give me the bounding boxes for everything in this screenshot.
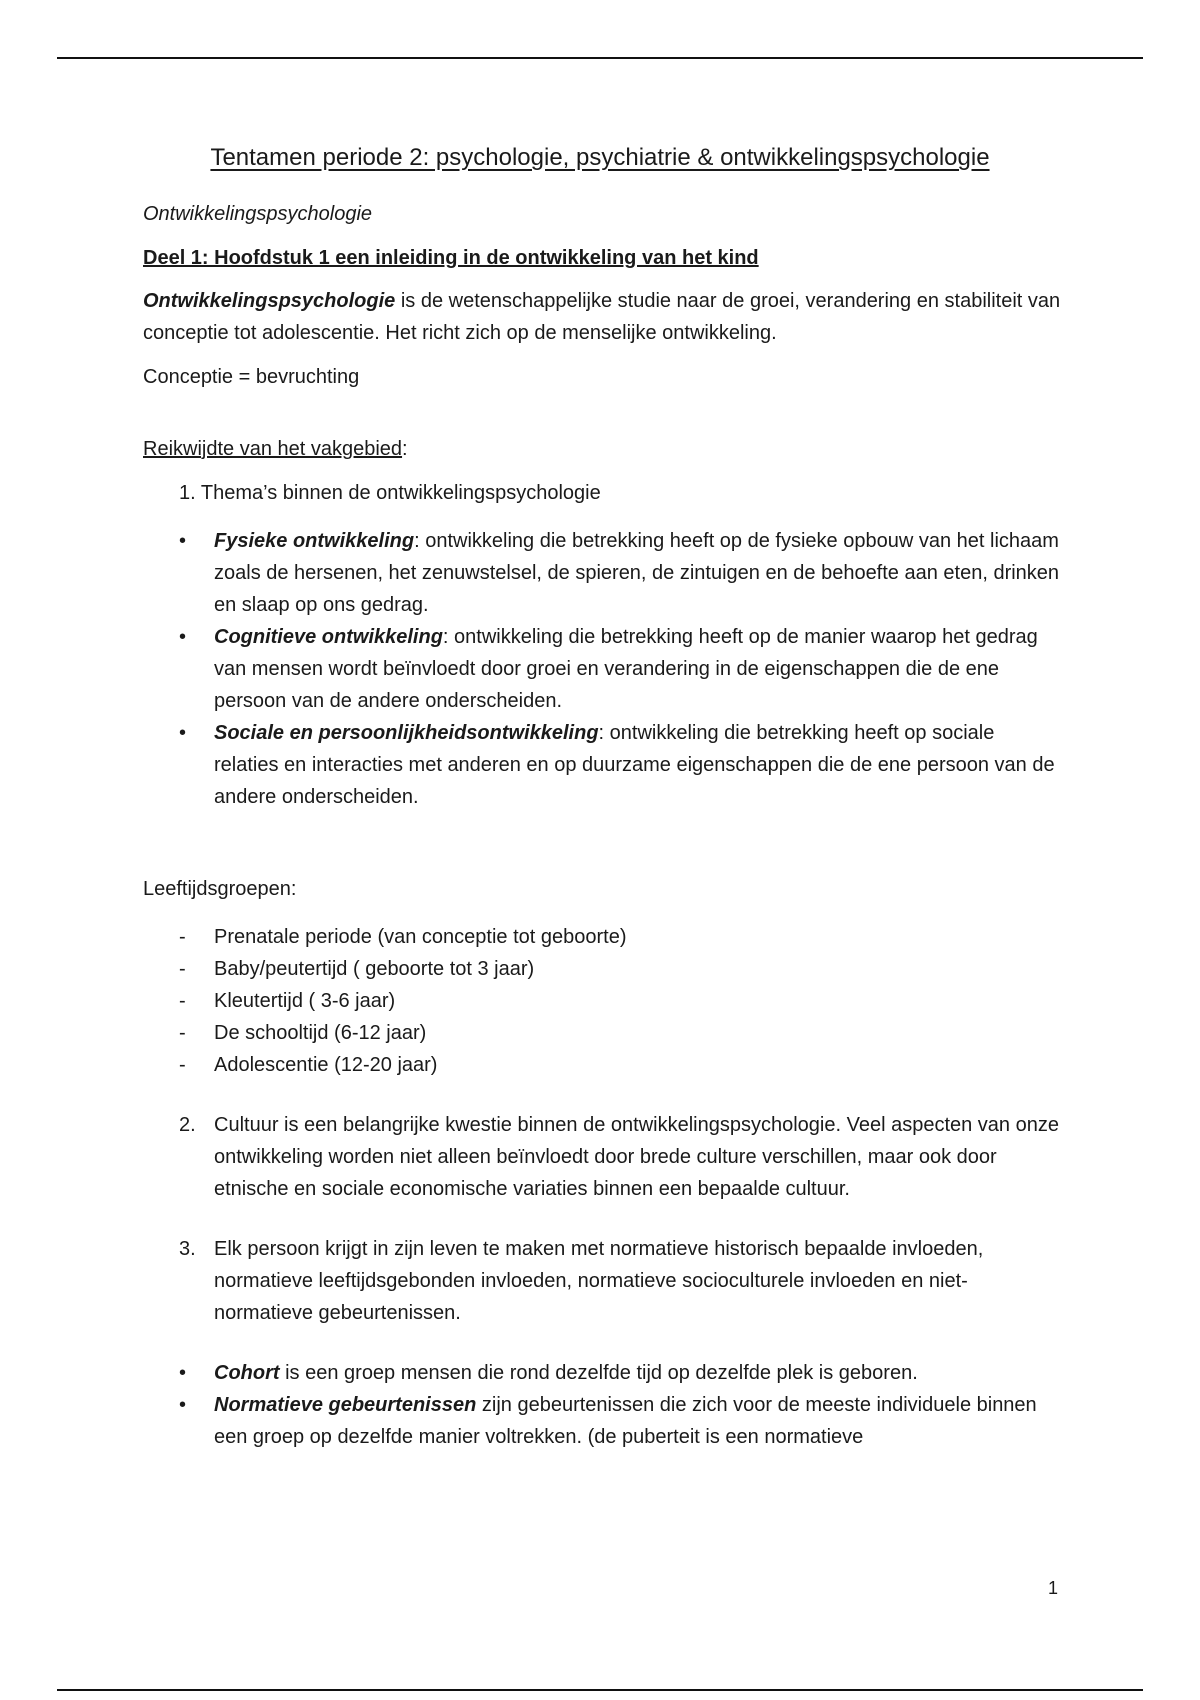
list-item [143,953,1063,985]
bullet-marker: • [179,1394,187,1416]
intro-paragraph [143,285,1063,349]
list-item [143,985,1063,1017]
definition-text: is een groep mensen die rond dezelfde tijd op dezelfde plek is geboren. [279,1362,918,1384]
bullet-marker: • [179,530,187,552]
page-title: Tentamen periode 2: psychologie, psychiatrie & ontwikkelingspsychologie [210,144,990,171]
age-group-text: Baby/peutertijd ( geboorte tot 3 jaar) [214,958,535,980]
list-item [143,1109,1063,1205]
theme-text: : ontwikkeling die betrekking heeft op de manier waarop het gedrag van mensen wordt beïnvloedt door groei en verandering in de eigenschappen die de ene persoon van de andere onderscheiden. [214,626,1038,712]
definition-term: Normatieve gebeurtenissen [214,1394,477,1416]
dash-marker: - [179,990,186,1012]
bullet-marker: • [179,722,187,744]
definition-text: zijn gebeurtenissen die zich voor de meeste individuele binnen een groep op dezelfde manier voltrekken. (de puberteit is een normatieve [214,1394,1037,1448]
dash-marker: - [179,1054,186,1076]
number-marker: 2. [179,1114,196,1136]
numbered-list [143,1233,1063,1329]
age-group-text: Kleutertijd ( 3-6 jaar) [214,990,396,1012]
scope-heading-text: Reikwijdte van het vakgebied [143,438,403,460]
age-group-text: De schooltijd (6-12 jaar) [214,1022,427,1044]
dash-marker: - [179,958,186,980]
page-number: 1 [1048,1578,1059,1598]
definitions-list [143,1357,1063,1453]
list-item [143,1389,1063,1453]
section-heading: Deel 1: Hoofdstuk 1 een inleiding in de ontwikkeling van het kind [143,247,759,269]
theme-term: Cognitieve ontwikkeling [214,626,443,648]
number-marker: 3. [179,1238,196,1260]
scope-heading [143,433,1063,465]
numbered-text: Cultuur is een belangrijke kwestie binnen de ontwikkelingspsychologie. Veel aspecten van onze ontwikkeling worden niet alleen beïnvloedt door brede culture verschillen, maar ook door etnische en sociale economische variaties binnen een bepaalde cultuur. [214,1114,1059,1200]
intro-term: Ontwikkelingspsychologie [143,290,396,312]
footer-rule [57,1689,1143,1691]
list-item [143,717,1063,813]
age-group-text: Adolescentie (12-20 jaar) [214,1054,438,1076]
list-item [143,1233,1063,1329]
scope-heading-colon: : [402,438,408,460]
list-item [143,1357,1063,1389]
theme-text: : ontwikkeling die betrekking heeft op sociale relaties en interacties met anderen en op duurzame eigenschappen die de ene persoon van de andere onderscheiden. [214,722,1055,808]
themes-line: 1. Thema’s binnen de ontwikkelingspsychologie [179,482,601,504]
list-item [143,525,1063,621]
spacer [143,1329,1063,1357]
dash-marker: - [179,926,186,948]
header-rule [57,57,1143,59]
themes-list [143,525,1063,813]
list-item [143,1017,1063,1049]
list-item [143,621,1063,717]
theme-text: : ontwikkeling die betrekking heeft op de fysieke opbouw van het lichaam zoals de hersenen, het zenuwstelsel, de spieren, de zintuigen en de behoefte aan eten, drinken en slaap op ons gedrag. [214,530,1060,616]
spacer [143,1205,1063,1233]
age-group-text: Prenatale periode (van conceptie tot geboorte) [214,926,627,948]
subject-label: Ontwikkelingspsychologie [143,203,373,225]
bullet-marker: • [179,1362,187,1384]
bullet-marker: • [179,626,187,648]
age-groups-list [143,921,1063,1081]
spacer [143,1081,1063,1109]
definition-term: Cohort [214,1362,280,1384]
theme-term: Fysieke ontwikkeling [214,530,415,552]
theme-term: Sociale en persoonlijkheidsontwikkeling [214,722,599,744]
document-body [143,198,1063,1453]
numbered-text: Elk persoon krijgt in zijn leven te maken met normatieve historisch bepaalde invloeden, normatieve leeftijdsgebonden invloeden, normatieve socioculturele invloeden en niet-normatieve gebeurtenissen. [214,1238,984,1324]
list-item [143,921,1063,953]
list-item [143,1049,1063,1081]
intro-text: is de wetenschappelijke studie naar de groei, verandering en stabiliteit van conceptie tot adolescentie. Het richt zich op de menselijke ontwikkeling. [143,290,1061,344]
age-groups-heading: Leeftijdsgroepen: [143,878,297,900]
conception-line: Conceptie = bevruchting [143,366,360,388]
dash-marker: - [179,1022,186,1044]
numbered-list [143,1109,1063,1205]
